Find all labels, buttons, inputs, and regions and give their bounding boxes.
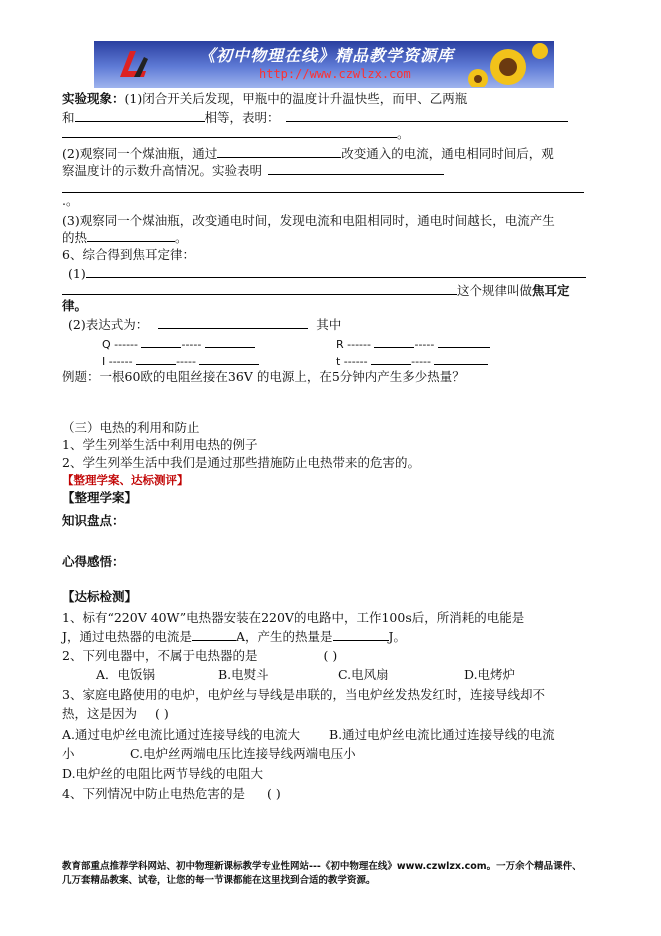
blank[interactable] [87,229,175,242]
q3-option-b-cont: 小 [62,746,75,761]
q3-option-c[interactable]: C.电炉丝两端电压比连接导线两端电压小 [130,746,356,761]
text: J。 [388,629,407,644]
question-2 [62,648,337,664]
blank[interactable] [141,335,181,348]
line-8 [62,229,188,246]
site-logo-icon [116,47,150,81]
blank[interactable] [217,145,341,158]
line-2 [62,109,568,126]
banner-url[interactable]: http://www.czwlzx.com [259,67,411,81]
blank[interactable] [86,265,586,278]
text: (1) [68,266,86,281]
q3-option-d[interactable]: D.电炉丝的电阻比两节导线的电阻大 [62,766,264,781]
text: 改变通入的电流，通电相同时间后，观 [341,146,554,161]
q2-option-d[interactable]: D.电烤炉 [464,667,516,682]
question-4 [62,786,281,802]
sunflower-icon [466,43,550,87]
r-row [336,335,490,353]
answer-paren[interactable]: ( ) [323,648,338,663]
label-experiment: 实验现象： [62,91,125,106]
blank[interactable] [205,335,255,348]
line-4 [62,145,554,162]
header-banner [94,41,554,88]
text: 其中 [316,317,342,332]
text: A，产生的热量是 [236,629,333,644]
i-label: I ------ [102,355,133,368]
blank[interactable] [268,162,444,175]
blank[interactable] [333,628,389,641]
text: (1)闭合开关后发现，甲瓶中的温度计升温快些，而甲、乙两瓶 [124,91,468,106]
heading-test: 【达标检测】 [62,589,138,604]
text: J，通过电热器的电流是 [62,629,193,644]
text: ----- [411,355,431,368]
line-12 [68,316,341,333]
blank[interactable] [62,282,457,295]
text: 热，这是因为 [62,706,138,721]
line-9: 6、综合得到焦耳定律： [62,247,195,262]
blank[interactable] [62,125,397,138]
t-label: t ------ [336,355,368,368]
q-label: Q ------ [102,338,138,351]
text: 。 [397,126,410,141]
blank[interactable] [75,109,205,122]
line-10b [62,282,570,299]
footer-line-2: 几万套精品教案、试卷，让您的每一节课都能在这里找到合适的教学资源。 [62,875,376,886]
red-heading: 【整理学案、达标测评】 [62,473,189,487]
example-question: 例题：一根60欧的电阻丝接在36V 的电源上，在5分钟内产生多少热量？ [62,369,465,384]
q2-option-a[interactable]: A．电饭锅 [96,667,156,682]
label-reflection: 心得感悟： [62,554,125,569]
answer-rule [62,192,584,193]
i-row [102,352,259,370]
text: 。 [175,230,188,245]
heading-organize: 【整理学案】 [62,490,138,505]
question-3-line-1: 3、家庭电路使用的电炉，电炉丝与导线是串联的，当电炉丝发热发红时，连接导线却不 [62,687,545,702]
question-1-line-2 [62,628,406,645]
t-row [336,352,488,370]
question-3-line-2 [62,706,169,722]
item-1: 1、学生列举生活中利用电热的例子 [62,437,258,452]
footer-line-1: 教育部重点推荐学科网站、初中物理新课标教学专业性网站---《初中物理在线》www.czwlzx.com。一万余个精品课件、 [62,861,582,872]
q-row [102,335,255,353]
text: ----- [176,355,196,368]
blank[interactable] [192,628,236,641]
text: 的热 [62,230,88,245]
question-1-line-1: 1、标有“220V 40W”电热器安装在220V的电路中，工作100s后，所消耗的电能是 [62,610,525,625]
line-11: 律。 [62,298,88,313]
blank[interactable] [136,352,176,365]
blank[interactable] [286,109,568,122]
line-10 [68,265,586,282]
text: (2)观察同一个煤油瓶，通过 [62,146,218,161]
blank[interactable] [434,352,488,365]
text: ----- [414,338,435,351]
q2-option-c[interactable]: C.电风扇 [338,667,389,682]
page-footer [62,860,602,888]
q3-option-b[interactable]: B.通过电炉丝电流比通过连接导线的电流 [329,727,555,742]
blank[interactable] [438,335,490,348]
blank[interactable] [199,352,259,365]
joule-law-term: 焦耳定 [532,283,570,298]
experiment-phenomenon-line [62,91,467,107]
line-6: .。 [62,193,79,208]
blank[interactable] [374,335,414,348]
label-knowledge: 知识盘点： [62,513,125,528]
answer-paren[interactable]: ( ) [266,786,281,801]
answer-paren[interactable]: ( ) [155,706,169,721]
line-7: (3)观察同一个煤油瓶，改变通电时间，发现电流和电阻相同时，通电时间越长，电流产生 [62,213,555,228]
r-label: R ------ [336,338,371,351]
item-2: 2、学生列举生活中我们是通过那些措施防止电热带来的危害的。 [62,455,420,470]
banner-title: 《初中物理在线》精品教学资源库 [199,46,455,65]
text: ----- [181,338,202,351]
text: 4、下列情况中防止电热危害的是 [62,786,245,801]
section-3-heading: （三）电热的利用和防止 [62,420,200,435]
text: 2、下列电器中，不属于电热器的是 [62,648,258,663]
text: 察温度计的示数升高情况。实验表明 [62,163,263,178]
text: 和 [62,110,75,125]
text: (2)表达式为： [68,317,149,332]
line-3 [62,125,410,142]
text: 这个规律叫做 [457,283,533,298]
blank[interactable] [371,352,411,365]
q2-option-b[interactable]: B.电熨斗 [218,667,269,682]
q3-option-a[interactable]: A.通过电炉丝电流比通过连接导线的电流大 [62,727,301,742]
text: 相等，表明： [204,110,280,125]
line-5 [62,162,444,179]
blank[interactable] [158,316,308,329]
